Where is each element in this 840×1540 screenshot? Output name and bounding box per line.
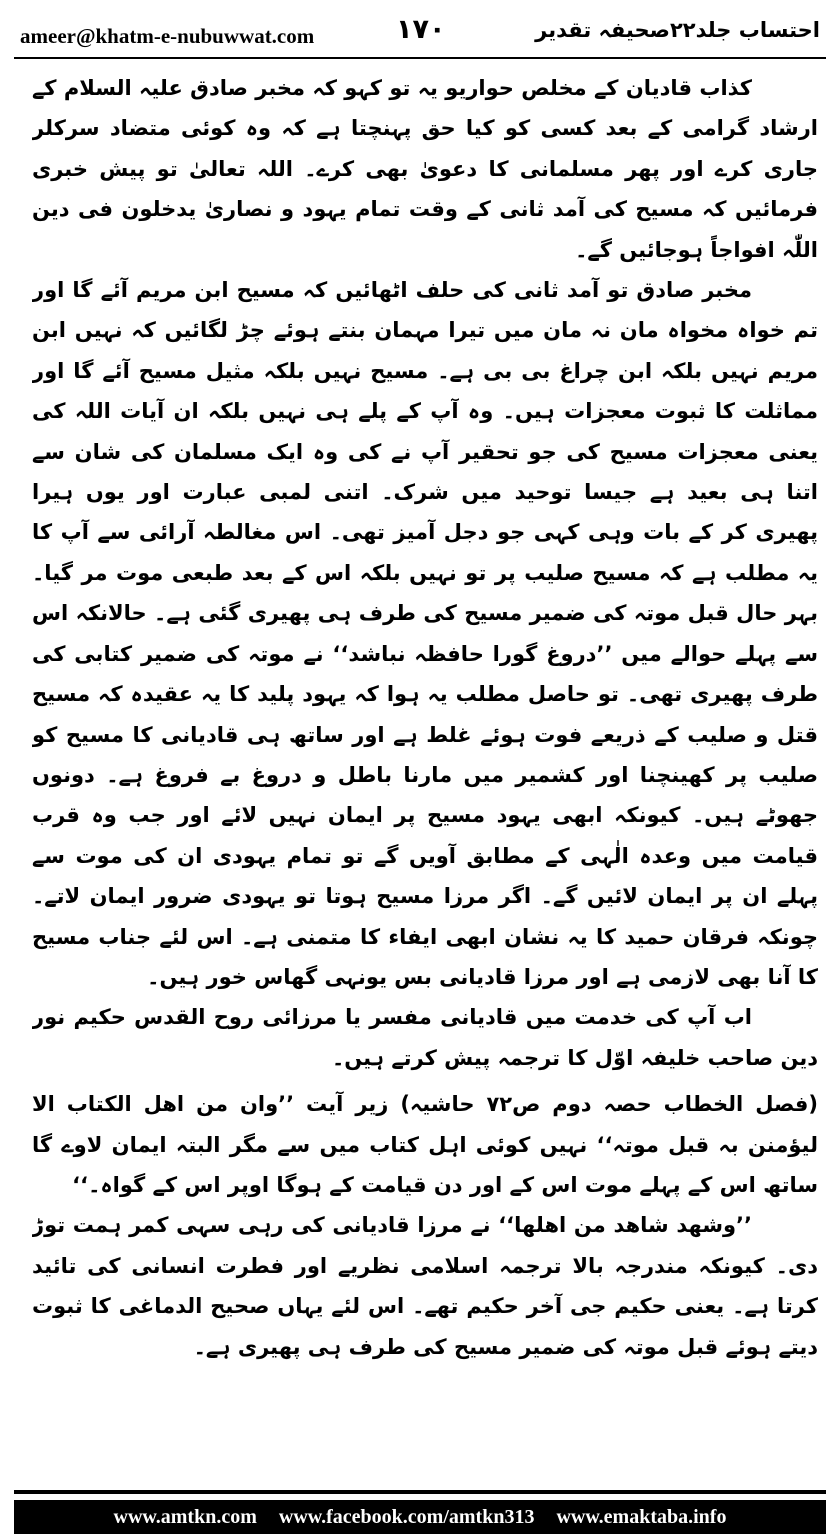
paragraph-5: ’’وشھد شاھد من اھلھا‘‘ نے مرزا قادیانی کی رہی سہی کمر ہمت توڑ دی۔ کیونکہ مندرجہ بالا ترجمہ اسلامی نظریے اور فطرت انسانی کی تائید کرتا ہے۔ یعنی حکیم جی آخر حکیم تھے۔ اس لئے یہاں صحیح الدماغی کا ثبوت دیتے ہوئے قبل موتہ کی ضمیر مسیح کی طرف ہی پھیری ہے۔ bbox=[32, 1213, 818, 1359]
page-footer bbox=[14, 1500, 826, 1534]
paragraph-3: اب آپ کی خدمت میں قادیانی مفسر یا مرزائی روح القدس حکیم نور دین صاحب خلیفہ اوّل کا ترجمہ پیش کرتے ہیں۔ bbox=[32, 1005, 818, 1070]
header-email[interactable]: ameer@khatm-e-nubuwwat.com bbox=[20, 24, 315, 48]
page-number: ۱۷۰ bbox=[396, 14, 446, 45]
page-header bbox=[14, 10, 826, 54]
footer-link-facebook[interactable]: www.facebook.com/amtkn313 bbox=[278, 1505, 535, 1528]
book-title: احتساب جلد۲۲صحیفہ تقدیر bbox=[535, 18, 820, 42]
paragraph-4-citation: (فصل الخطاب حصہ دوم ص۷۲ حاشیہ) زیر آیت ’’وان من اھل الکتاب الا لیؤمنن بہ قبل موتہ‘‘ نہیں کوئی اہل کتاب میں سے مگر البتہ ایمان لاوے گا ساتھ اس کے پہلے موت اس کے اور دن قیامت کے ہوگا اوپر اس کے گواہ۔‘‘ bbox=[32, 1092, 818, 1197]
paragraph-1: کذاب قادیان کے مخلص حواریو یہ تو کہو کہ مخبر صادق علیہ السلام کے ارشاد گرامی کے بعد کسی کو کیا حق پہنچتا ہے کہ وہ کوئی متضاد سرکلر جاری کرے اور پھر مسلمانی کا دعویٰ بھی کرے۔ اللہ تعالیٰ تو پیش خبری فرمائیں کہ مسیح کی آمد ثانی کے وقت تمام یہود و نصاریٰ یدخلون فی دین اللّٰہ افواجاً ہوجائیں گے۔ bbox=[32, 76, 818, 262]
footer-rule bbox=[14, 1490, 826, 1494]
paragraph-2: مخبر صادق تو آمد ثانی کی حلف اٹھائیں کہ مسیح ابن مریم آئے گا اور تم خواہ مخواہ مان نہ مان میں تیرا مہمان بنتے ہوئے چڑ لگائیں کہ نہیں ابن مریم نہیں بلکہ ابن چراغ بی بی ہے۔ مسیح نہیں بلکہ مثیل مسیح آئے گا اور مماثلت کا ثبوت معجزات ہیں۔ وہ آپ کے پلے ہی نہیں بلکہ ان آیات اللہ کی یعنی معجزات مسیح کی جو تحقیر آپ نے کی وہ ایک مسلمان کی شان سے اتنا ہی بعید ہے جیسا توحید میں شرک۔ اتنی لمبی عبارت اور یوں ہیرا پھیری کر کے بات وہی کہی جو دجل آمیز تھی۔ اس مغالطہ آرائی سے آپ کا یہ مطلب ہے کہ مسیح صلیب پر تو نہیں بلکہ اس کے بعد طبعی موت مر گیا۔ بہر حال قبل موتہ کی ضمیر مسیح کی طرف ہی پھیری گئی ہے۔ حالانکہ اس سے پہلے حوالے میں ’’دروغ گورا حافظہ نباشد‘‘ نے موتہ کی ضمیر کتابی کی طرف پھیری تھی۔ تو حاصل مطلب یہ ہوا کہ یہود پلید کا یہ عقیدہ کہ مسیح قتل و صلیب کے ذریعے فوت ہوئے غلط ہے اور ساتھ ہی قادیانی کا مسیح کو صلیب پر کھینچنا اور کشمیر میں مارنا باطل و دروغ بے فروغ ہے۔ دونوں جھوٹے ہیں۔ کیونکہ ابھی یہود مسیح پر ایمان نہیں لائے اور جب وہ قرب قیامت میں وعدہ الٰہی کے مطابق آویں گے تو تمام یہودی ان کی موت سے پہلے ان پر ایمان لائیں گے۔ اگر مرزا مسیح ہوتا تو یہودی ضرور ایمان لاتے۔ چونکہ فرقان حمید کا یہ نشان ابھی ایفاء کا متمنی ہے۔ اس لئے جناب مسیح کا آنا بھی لازمی ہے اور مرزا قادیانی بس یونہی گھاس خور ہیں۔ bbox=[32, 278, 818, 989]
footer-link-emaktaba[interactable]: www.emaktaba.info bbox=[556, 1505, 727, 1528]
header-rule bbox=[14, 57, 826, 59]
footer-link-amtkn[interactable]: www.amtkn.com bbox=[113, 1505, 257, 1528]
page-body bbox=[32, 68, 818, 1468]
